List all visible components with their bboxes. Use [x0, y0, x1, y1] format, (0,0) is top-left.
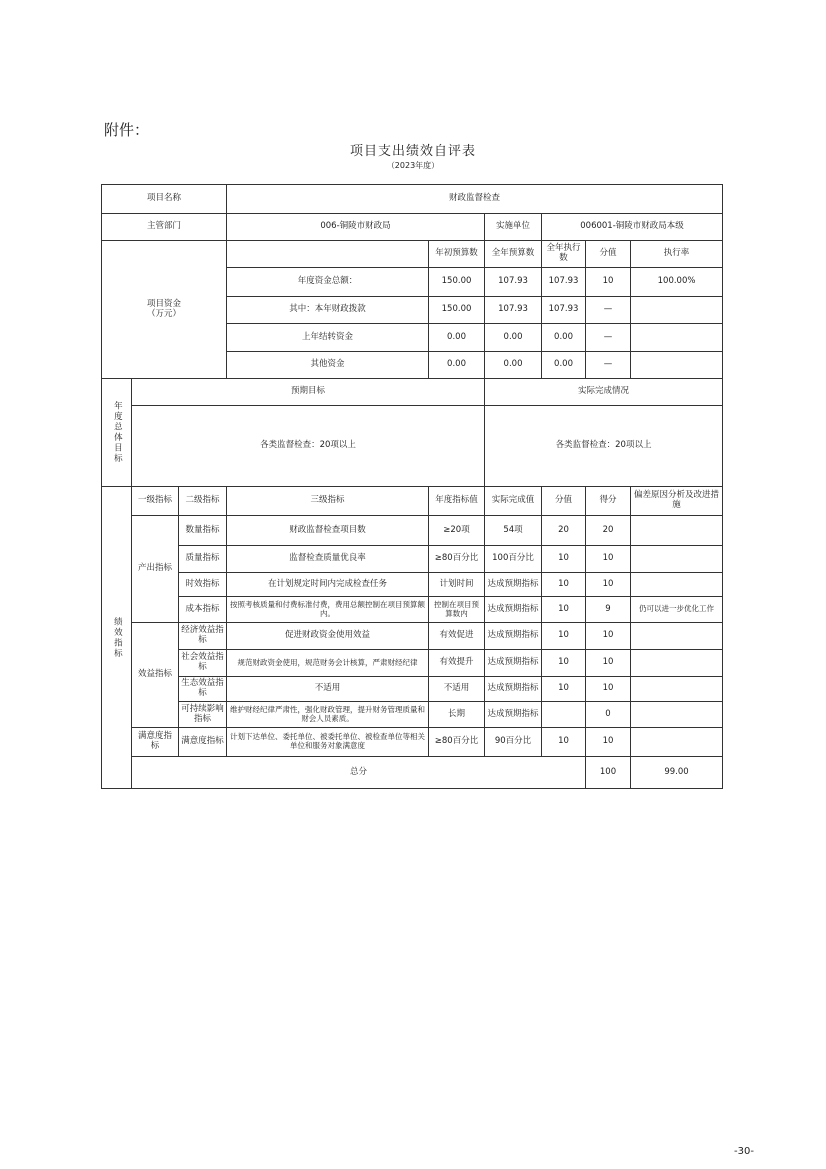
indicator-l2: 数量指标: [179, 516, 227, 546]
indicator-row: [102, 650, 723, 677]
indicator-row: [102, 702, 723, 728]
impl-label: 实施单位: [485, 214, 542, 241]
indicator-l3: 促进财政资金使用效益: [227, 623, 429, 650]
indicator-got: 10: [586, 677, 631, 702]
indicator-target: ≥20项: [429, 516, 485, 546]
indicator-l2: 经济效益指标: [179, 623, 227, 650]
indicator-note: [631, 623, 723, 650]
indicator-got: 10: [586, 650, 631, 677]
indicator-got: 20: [586, 516, 631, 546]
funds-header: 年初预算数: [429, 241, 485, 268]
indicator-row: [102, 623, 723, 650]
project-name-label: 项目名称: [102, 185, 227, 214]
total-score: 100: [586, 757, 631, 789]
indicator-got: 10: [586, 728, 631, 757]
indicator-got: 10: [586, 546, 631, 573]
indicator-note: [631, 728, 723, 757]
project-name-row: [102, 185, 723, 214]
indicator-l2: 生态效益指标: [179, 677, 227, 702]
indicator-l3: 计划下达单位、委托单位、被委托单位、被检查单位等相关单位和服务对象满意度: [227, 728, 429, 757]
page-number: -30-: [734, 1146, 754, 1157]
total-label: 总分: [132, 757, 586, 789]
indicator-l2: 质量指标: [179, 546, 227, 573]
indicator-header: 三级指标: [227, 487, 429, 516]
funds-cell: [631, 297, 723, 324]
indicator-got: 9: [586, 597, 631, 623]
indicator-actual: 达成预期指标: [485, 623, 542, 650]
indicator-score: 10: [542, 650, 586, 677]
indicator-score: 20: [542, 516, 586, 546]
indicator-header: 年度指标值: [429, 487, 485, 516]
funds-cell: —: [586, 297, 631, 324]
indicator-score: 10: [542, 546, 586, 573]
funds-cell: 107.93: [485, 268, 542, 297]
dept-value: 006-铜陵市财政局: [227, 214, 485, 241]
indicator-row: [102, 728, 723, 757]
funds-blank-header: [227, 241, 429, 268]
evaluation-table: [101, 184, 723, 789]
funds-cell: 107.93: [485, 297, 542, 324]
indicator-actual: 达成预期指标: [485, 573, 542, 597]
indicator-row: [102, 677, 723, 702]
funds-cell: 0.00: [485, 352, 542, 379]
funds-cell: —: [586, 352, 631, 379]
funds-cell: 100.00%: [631, 268, 723, 297]
indicator-score: 10: [542, 623, 586, 650]
indicator-actual: 90百分比: [485, 728, 542, 757]
indicator-actual: 达成预期指标: [485, 702, 542, 728]
indicator-row: [102, 516, 723, 546]
funds-row-label: 其他资金: [227, 352, 429, 379]
indicator-got: 10: [586, 573, 631, 597]
indicator-actual: 达成预期指标: [485, 597, 542, 623]
indicator-score: 10: [542, 677, 586, 702]
indicator-got: 10: [586, 623, 631, 650]
indicator-target: 计划时间: [429, 573, 485, 597]
goal-row: [102, 406, 723, 487]
indicator-row: [102, 546, 723, 573]
indicator-note: [631, 650, 723, 677]
goal-actual: 各类监督检查：20项以上: [485, 406, 723, 487]
indicator-note: [631, 573, 723, 597]
project-name: 财政监督检查: [227, 185, 723, 214]
funds-cell: —: [586, 324, 631, 352]
funds-cell: 0.00: [429, 352, 485, 379]
funds-header: 全年预算数: [485, 241, 542, 268]
indicator-target: 有效促进: [429, 623, 485, 650]
indicator-header: 得分: [586, 487, 631, 516]
indicator-score: [542, 702, 586, 728]
indicator-header: 偏差原因分析及改进措施: [631, 487, 723, 516]
indicator-target: 有效提升: [429, 650, 485, 677]
funds-cell: 0.00: [542, 352, 586, 379]
indicator-actual: 54项: [485, 516, 542, 546]
indicator-actual: 达成预期指标: [485, 677, 542, 702]
page-title: 项目支出绩效自评表: [349, 144, 476, 159]
indicator-header: 实际完成值: [485, 487, 542, 516]
indicator-score: 10: [542, 728, 586, 757]
indicator-note: [631, 677, 723, 702]
indicator-target: 不适用: [429, 677, 485, 702]
indicator-score: 10: [542, 597, 586, 623]
dept-row: [102, 214, 723, 241]
indicator-note: 仍可以进一步优化工作: [631, 597, 723, 623]
indicator-target: 长期: [429, 702, 485, 728]
funds-row-label: 上年结转资金: [227, 324, 429, 352]
funds-cell: 0.00: [485, 324, 542, 352]
funds-cell: 107.93: [542, 268, 586, 297]
funds-cell: 150.00: [429, 297, 485, 324]
indicator-target: ≥80百分比: [429, 728, 485, 757]
year-label: （2023年度）: [386, 161, 440, 170]
goal-expected-header: 预期目标: [132, 379, 485, 406]
indicator-l3: 规范财政资金使用，规范财务会计核算，严肃财经纪律: [227, 650, 429, 677]
indicator-header: 分值: [542, 487, 586, 516]
indicator-l2: 社会效益指标: [179, 650, 227, 677]
indicator-l2: 满意度指标: [179, 728, 227, 757]
indicator-row: [102, 597, 723, 623]
indicator-header: 二级指标: [179, 487, 227, 516]
indicator-l3: 监督检查质量优良率: [227, 546, 429, 573]
indicator-actual: 达成预期指标: [485, 650, 542, 677]
goal-actual-header: 实际完成情况: [485, 379, 723, 406]
total-row: [102, 757, 723, 789]
indicator-l3: 不适用: [227, 677, 429, 702]
funds-cell: 10: [586, 268, 631, 297]
indicator-header-row: [102, 487, 723, 516]
funds-row-label: 年度资金总额：: [227, 268, 429, 297]
indicator-l3: 维护财经纪律严肃性，强化财政管理，提升财务管理质量和财会人员素质。: [227, 702, 429, 728]
indicator-l2: 可持续影响指标: [179, 702, 227, 728]
funds-row-label: 其中：本年财政拨款: [227, 297, 429, 324]
satisfaction-label: 满意度指标: [132, 728, 179, 757]
funds-label: 项目资金 （万元）: [102, 241, 227, 379]
indicator-note: [631, 546, 723, 573]
funds-header: 全年执行数: [542, 241, 586, 268]
funds-cell: 107.93: [542, 297, 586, 324]
funds-cell: [631, 352, 723, 379]
impl-value: 006001-铜陵市财政局本级: [542, 214, 723, 241]
indicator-l3: 在计划规定时间内完成检查任务: [227, 573, 429, 597]
indicator-row: [102, 573, 723, 597]
dept-label: 主管部门: [102, 214, 227, 241]
indicator-note: [631, 516, 723, 546]
attachment-label: 附件：: [104, 121, 150, 139]
indicator-score: 10: [542, 573, 586, 597]
goal-expected: 各类监督检查：20项以上: [132, 406, 485, 487]
funds-header: 分值: [586, 241, 631, 268]
total-got: 99.00: [631, 757, 723, 789]
funds-cell: 0.00: [542, 324, 586, 352]
funds-header-row: [102, 241, 723, 268]
indicator-l2: 成本指标: [179, 597, 227, 623]
indicator-l3: 财政监督检查项目数: [227, 516, 429, 546]
benefit-label: 效益指标: [132, 623, 179, 728]
indicator-l2: 时效指标: [179, 573, 227, 597]
indicator-target: ≥80百分比: [429, 546, 485, 573]
indicator-l3: 按照考核质量和付费标准付费，费用总额控制在项目预算额内。: [227, 597, 429, 623]
funds-cell: [631, 324, 723, 352]
output-label: 产出指标: [132, 516, 179, 623]
funds-header: 执行率: [631, 241, 723, 268]
indicator-got: 0: [586, 702, 631, 728]
funds-cell: 150.00: [429, 268, 485, 297]
indicator-note: [631, 702, 723, 728]
indicator-header: 一级指标: [132, 487, 179, 516]
goal-label: 年度总体目标: [102, 379, 132, 487]
indicators-label: 绩效指标: [102, 487, 132, 789]
goal-header-row: [102, 379, 723, 406]
indicator-actual: 100百分比: [485, 546, 542, 573]
indicator-target: 控制在项目预算数内: [429, 597, 485, 623]
funds-cell: 0.00: [429, 324, 485, 352]
